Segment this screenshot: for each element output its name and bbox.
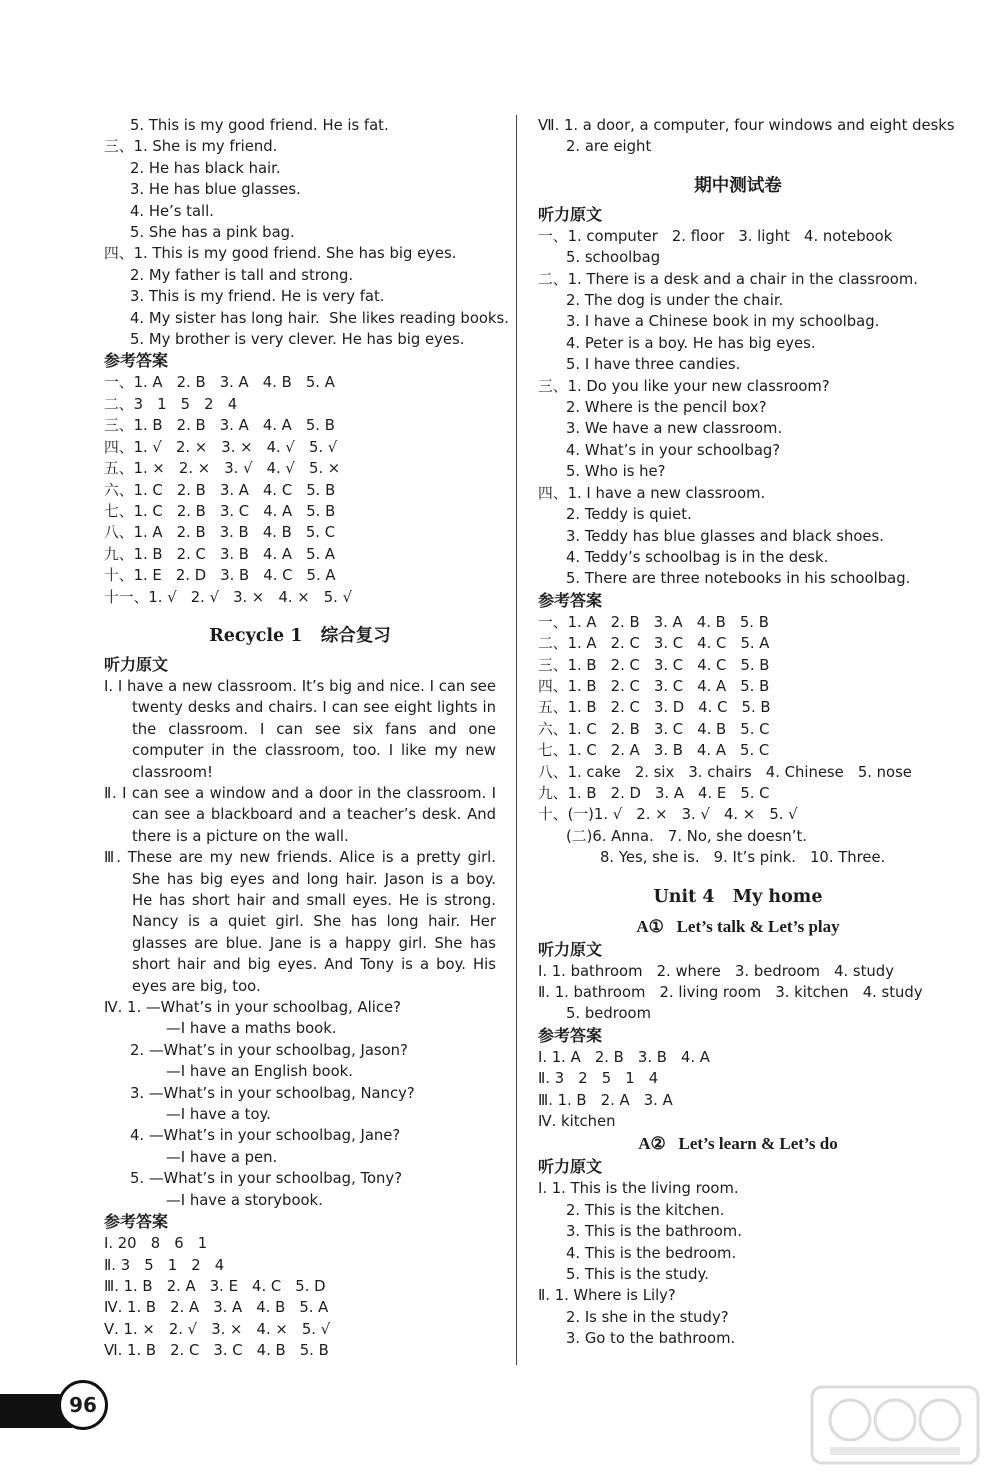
text-line: 一、1. A 2. B 3. A 4. B 5. B xyxy=(538,613,769,631)
text-line: 4. —What’s in your schoolbag, Jane? xyxy=(130,1127,401,1145)
page-number-badge xyxy=(0,1378,110,1440)
text-line: 5. She has a pink bag. xyxy=(130,224,295,242)
text-line: 5. This is my good friend. He is fat. xyxy=(130,117,389,134)
text-line: 4. He’s tall. xyxy=(130,202,214,220)
text-line: 八、1. A 2. B 3. B 4. B 5. C xyxy=(104,524,336,542)
text-line: Ⅲ. 1. B 2. A 3. E 4. C 5. D xyxy=(104,1277,326,1295)
text-line: 2. My father is tall and strong. xyxy=(130,266,354,284)
text-line: 5. bedroom xyxy=(566,1005,651,1023)
text-line: —I have an English book. xyxy=(166,1063,353,1081)
text-line: 2. He has black hair. xyxy=(130,159,281,177)
right-column xyxy=(538,115,955,1350)
text-line: 5. Who is he? xyxy=(566,463,666,481)
text-line: 2. The dog is under the chair. xyxy=(566,292,784,310)
text-line: 四、1. This is my good friend. She has big eyes. xyxy=(104,245,457,263)
text-line: 3. Teddy has blue glasses and black shoes. xyxy=(566,527,884,545)
text-line: 六、1. C 2. B 3. C 4. B 5. C xyxy=(538,720,770,738)
text-line: 六、1. C 2. B 3. A 4. C 5. B xyxy=(104,481,336,499)
text-line: 五、1. × 2. × 3. √ 4. √ 5. × xyxy=(104,460,341,478)
text-line: Ⅰ. 20 8 6 1 xyxy=(104,1235,208,1253)
text-line: 5. This is the study. xyxy=(566,1266,709,1284)
text-line: —I have a maths book. xyxy=(166,1020,337,1038)
text-line: 四、1. B 2. C 3. C 4. A 5. B xyxy=(538,677,770,695)
text-line: Ⅱ. 1. bathroom 2. living room 3. kitchen 4. study xyxy=(538,984,923,1001)
text-line: 2. Teddy is quiet. xyxy=(566,506,692,524)
text-line: 十、(一)1. √ 2. × 3. √ 4. × 5. √ xyxy=(538,806,798,824)
text-line: 五、1. B 2. C 3. D 4. C 5. B xyxy=(538,699,771,717)
text-line: 九、1. B 2. D 3. A 4. E 5. C xyxy=(538,784,770,802)
text-line: 5. There are three notebooks in his schoolbag. xyxy=(566,570,911,588)
text-line: Ⅱ. 3 5 1 2 4 xyxy=(104,1256,225,1274)
text-line: 3. We have a new classroom. xyxy=(566,420,783,438)
text-line: 四、1. I have a new classroom. xyxy=(538,484,766,502)
section-heading: 听力原文 xyxy=(538,1157,603,1177)
text-line: 4. My sister has long hair. She likes reading books. xyxy=(130,309,509,327)
text-line: 4. Peter is a boy. He has big eyes. xyxy=(566,334,816,352)
text-line: Ⅰ. 1. A 2. B 3. B 4. A xyxy=(538,1048,710,1066)
lesson-subtitle: A② Let’s learn & Let’s do xyxy=(638,1134,838,1154)
section-heading: 听力原文 xyxy=(104,654,169,674)
text-line: 三、1. B 2. C 3. C 4. C 5. B xyxy=(538,656,770,674)
text-line: 2. This is the kitchen. xyxy=(566,1201,725,1219)
section-title: Recycle 1 综合复习 xyxy=(209,625,391,646)
text-line: 4. Teddy’s schoolbag is in the desk. xyxy=(566,548,829,566)
text-line: 二、1. There is a desk and a chair in the classroom. xyxy=(538,270,918,288)
text-line: 5. I have three candies. xyxy=(566,356,741,374)
text-line: 3. I have a Chinese book in my schoolbag. xyxy=(566,313,880,331)
text-line: 一、1. A 2. B 3. A 4. B 5. A xyxy=(104,374,335,392)
text-line: 2. —What’s in your schoolbag, Jason? xyxy=(130,1041,408,1059)
text-line: —I have a pen. xyxy=(166,1148,278,1166)
text-line: 三、1. B 2. B 3. A 4. A 5. B xyxy=(104,417,335,435)
text-line: —I have a storybook. xyxy=(166,1191,323,1209)
text-line: 一、1. computer 2. floor 3. light 4. notebook xyxy=(538,227,893,245)
text-line: 3. Go to the bathroom. xyxy=(566,1330,736,1348)
text-line: —I have a toy. xyxy=(166,1106,271,1124)
text-line: 8. Yes, she is. 9. It’s pink. 10. Three. xyxy=(600,849,886,867)
listening-paragraph: Ⅱ. I can see a window and a door in the classroom. I can see a blackboard and a teacher’s desk. And there is a picture on the wall. xyxy=(104,784,496,845)
text-line: 七、1. C 2. A 3. B 4. A 5. C xyxy=(538,742,770,760)
section-title: Unit 4 My home xyxy=(653,886,823,907)
text-line: Ⅵ. 1. B 2. C 3. C 4. B 5. B xyxy=(104,1342,329,1360)
section-title: 期中测试卷 xyxy=(694,175,782,196)
section-heading: 参考答案 xyxy=(538,1025,603,1045)
text-line: 九、1. B 2. C 3. B 4. A 5. A xyxy=(104,545,336,563)
text-line: Ⅲ. 1. B 2. A 3. A xyxy=(538,1091,673,1109)
section-heading: 听力原文 xyxy=(538,939,603,959)
text-line: 二、1. A 2. C 3. C 4. C 5. A xyxy=(538,635,770,653)
text-line: (二)6. Anna. 7. No, she doesn’t. xyxy=(566,827,808,845)
text-line: 5. schoolbag xyxy=(566,249,661,267)
text-line: 十、1. E 2. D 3. B 4. C 5. A xyxy=(104,567,336,585)
text-line: 四、1. √ 2. × 3. × 4. √ 5. √ xyxy=(104,438,338,456)
text-line: 3. This is the bathroom. xyxy=(566,1223,742,1241)
text-line: Ⅳ. kitchen xyxy=(538,1113,616,1131)
text-line: 4. This is the bedroom. xyxy=(566,1244,737,1262)
text-line: 十一、1. √ 2. √ 3. × 4. × 5. √ xyxy=(104,588,353,606)
text-line: 3. This is my friend. He is very fat. xyxy=(130,288,385,306)
listening-paragraph: Ⅲ. These are my new friends. Alice is a pretty girl. She has big eyes and long hair. Jason is a boy. He has short hair and small eyes. He is strong. Nancy is a quiet girl. She has long hair. Her glasses are blue. Jane is a happy girl. She has short hair and big eyes. And Tony is a boy. His eyes are big, too. xyxy=(104,849,496,995)
lesson-subtitle: A① Let’s talk & Let’s play xyxy=(636,916,840,936)
left-column xyxy=(104,115,509,1362)
text-line: 七、1. C 2. B 3. C 4. A 5. B xyxy=(104,502,336,520)
text-line: 5. My brother is very clever. He has big eyes. xyxy=(130,331,465,349)
text-line: Ⅱ. 1. Where is Lily? xyxy=(538,1287,676,1305)
text-line: 三、1. Do you like your new classroom? xyxy=(538,377,830,395)
text-line: 2. Is she in the study? xyxy=(566,1308,729,1326)
text-line: Ⅱ. 3 2 5 1 4 xyxy=(538,1070,659,1088)
text-line: Ⅰ. 1. This is the living room. xyxy=(538,1180,739,1198)
section-heading: 参考答案 xyxy=(104,351,169,371)
text-line: 3. He has blue glasses. xyxy=(130,181,301,199)
text-line: 二、3 1 5 2 4 xyxy=(104,395,238,413)
section-heading: 参考答案 xyxy=(538,590,603,610)
section-heading: 听力原文 xyxy=(538,204,603,224)
column-divider xyxy=(516,115,517,1365)
text-line: Ⅶ. 1. a door, a computer, four windows and eight desks xyxy=(538,117,955,134)
section-heading: 参考答案 xyxy=(104,1212,169,1232)
text-line: 2. are eight xyxy=(566,138,652,156)
text-line: 5. —What’s in your schoolbag, Tony? xyxy=(130,1170,403,1188)
text-line: Ⅴ. 1. × 2. √ 3. × 4. × 5. √ xyxy=(104,1320,331,1338)
text-line: 4. What’s in your schoolbag? xyxy=(566,441,781,459)
text-line: 八、1. cake 2. six 3. chairs 4. Chinese 5. nose xyxy=(538,763,912,781)
page-number: 96 xyxy=(58,1380,108,1430)
text-line: 三、1. She is my friend. xyxy=(104,138,278,156)
text-line: Ⅳ. 1. —What’s in your schoolbag, Alice? xyxy=(104,999,401,1017)
text-line: 3. —What’s in your schoolbag, Nancy? xyxy=(130,1084,415,1102)
listening-paragraph: Ⅰ. I have a new classroom. It’s big and nice. I can see twenty desks and chairs. I can see eight lights in the classroom. I can see six fans and one computer in the classroom, too. I like my new classroom! xyxy=(104,677,496,781)
watermark-logo xyxy=(810,1385,980,1465)
text-line: Ⅳ. 1. B 2. A 3. A 4. B 5. A xyxy=(104,1299,329,1317)
text-line: 2. Where is the pencil box? xyxy=(566,399,767,417)
text-line: Ⅰ. 1. bathroom 2. where 3. bedroom 4. study xyxy=(538,962,894,980)
